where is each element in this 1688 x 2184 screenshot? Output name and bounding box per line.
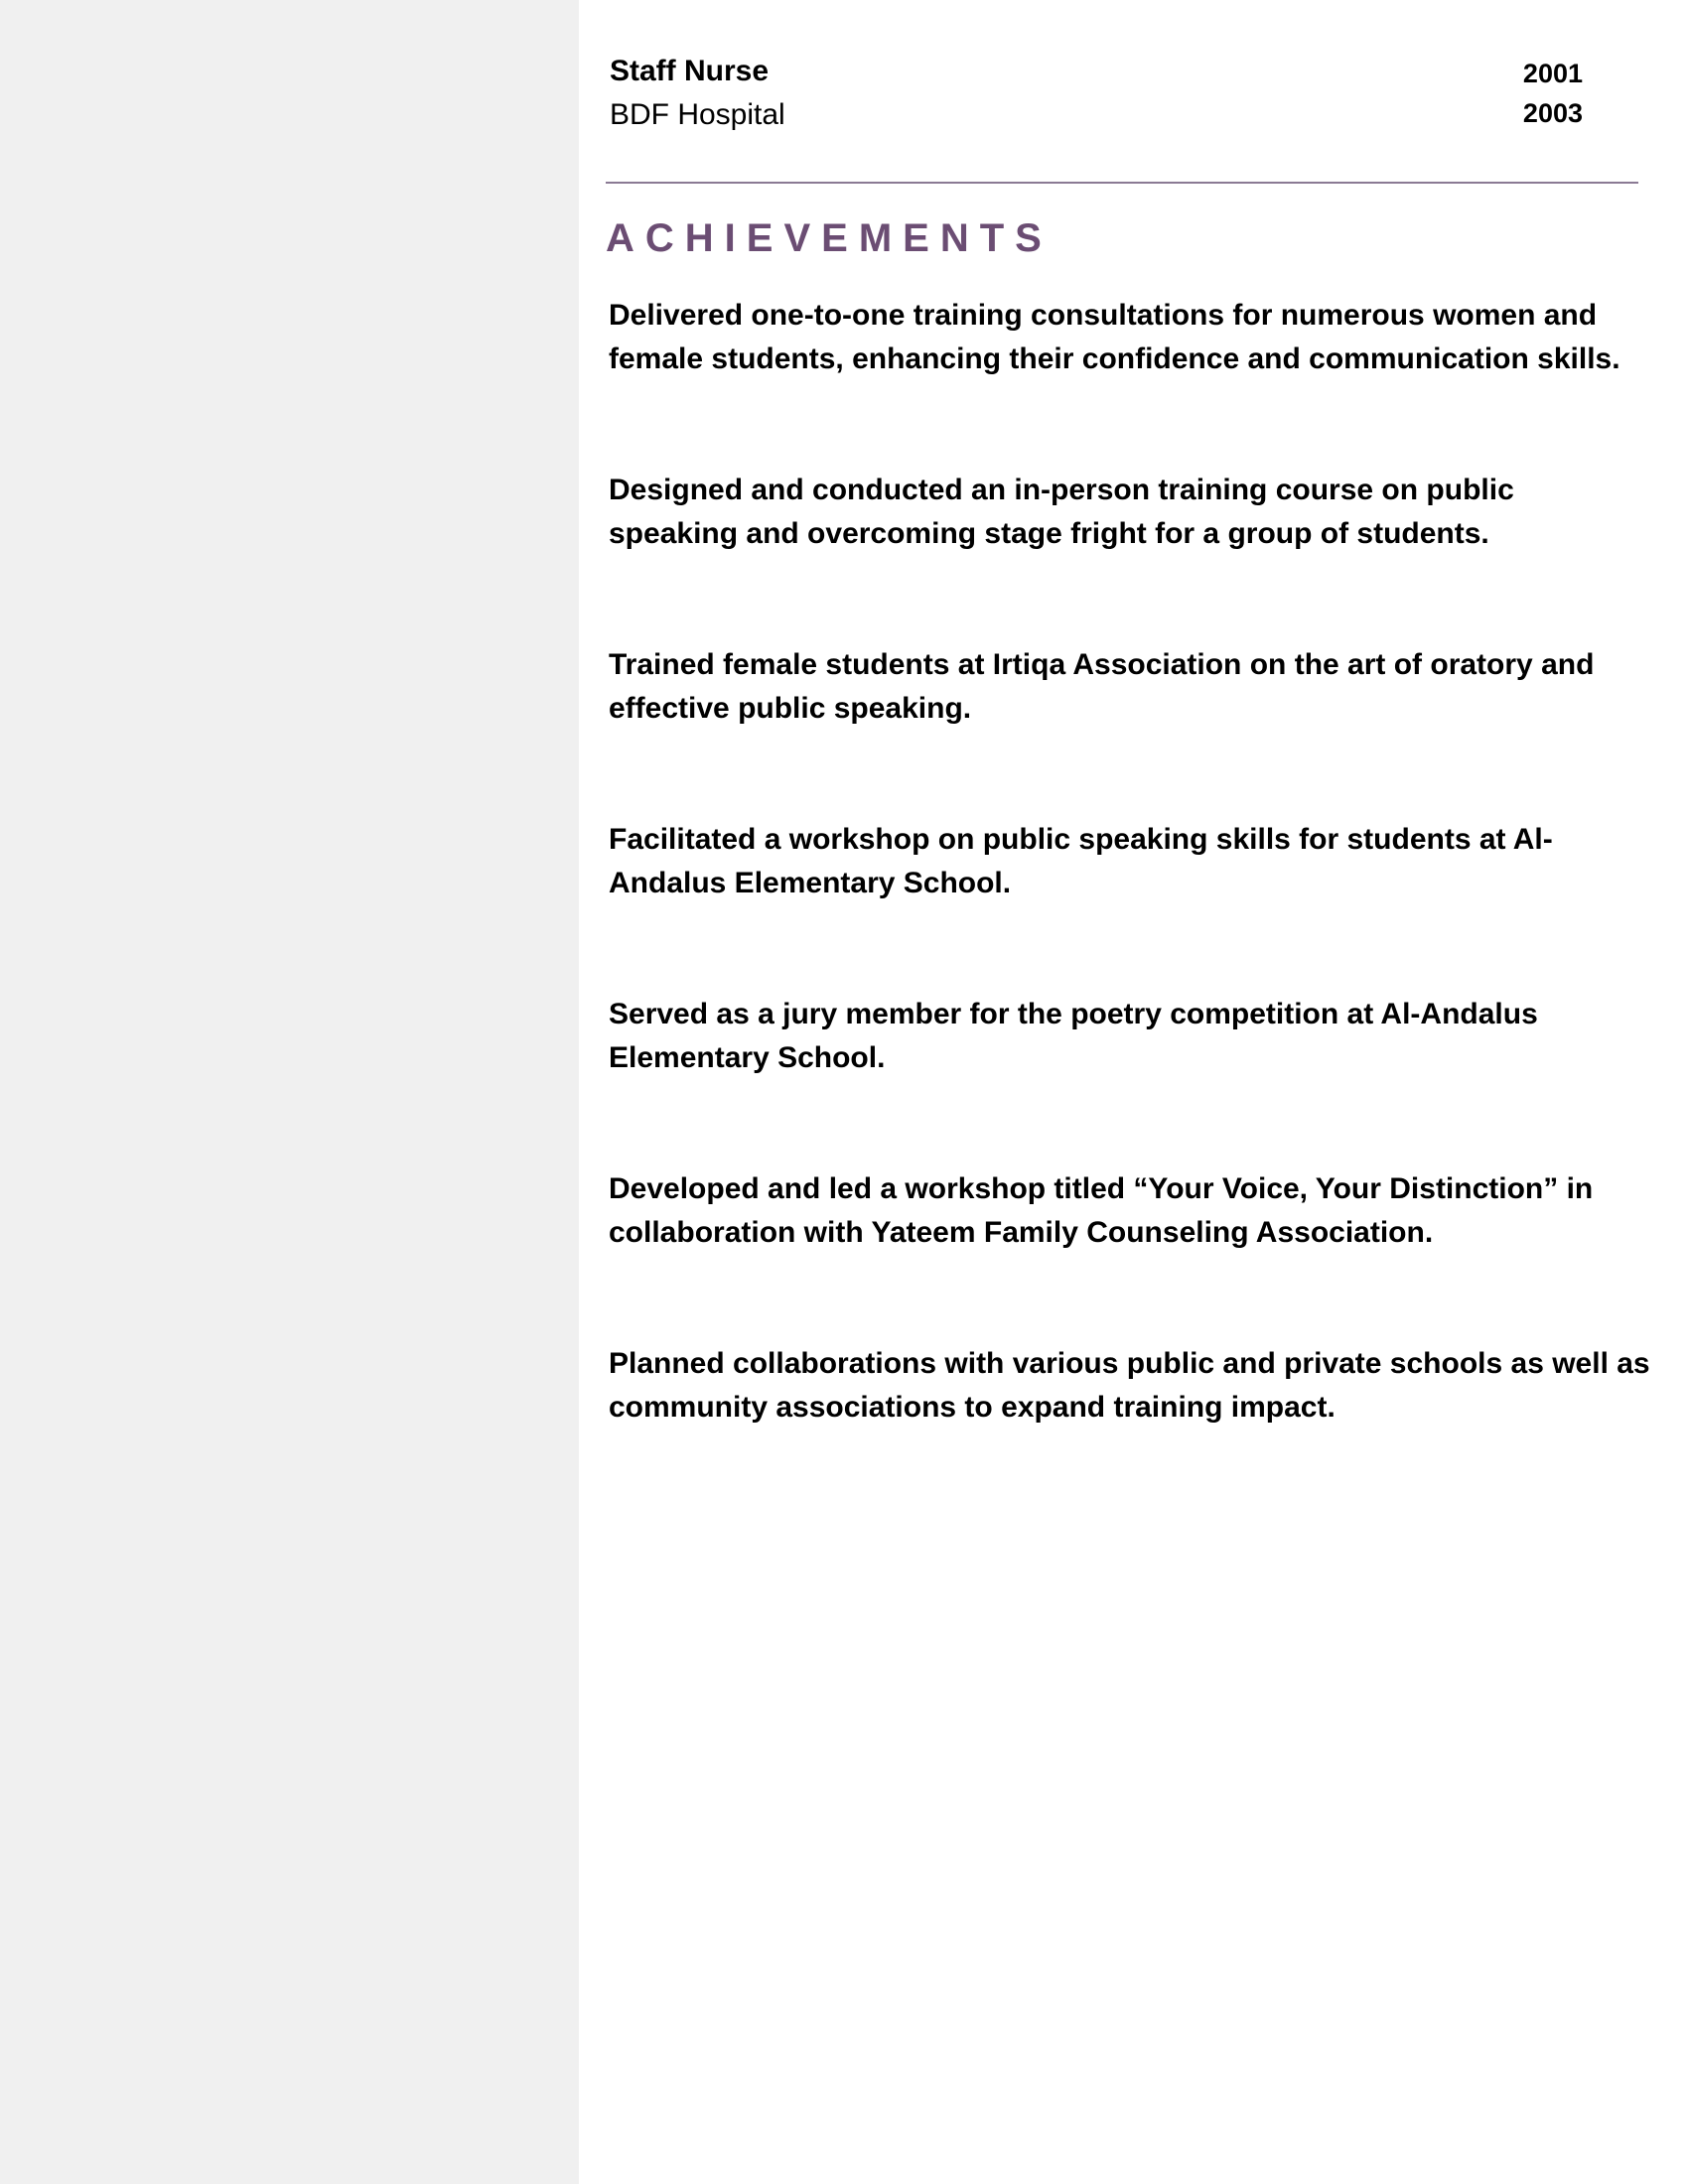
achievement-item: Facilitated a workshop on public speaking skills for students at Al-Andalus Elementary School. <box>609 823 1553 899</box>
achievements-heading: ACHIEVEMENTS <box>606 216 1053 260</box>
achievement-item: Delivered one-to-one training consultations for numerous women and female students, enhancing their confidence and communication skills. <box>609 299 1620 375</box>
job-end-year: 2003 <box>1522 98 1583 128</box>
achievement-item: Served as a jury member for the poetry competition at Al-Andalus Elementary School. <box>609 998 1538 1074</box>
achievement-item: Designed and conducted an in-person training course on public speaking and overcoming stage fright for a group of students. <box>609 474 1514 550</box>
job-start-year: 2001 <box>1522 59 1583 88</box>
section-divider <box>606 182 1638 184</box>
achievement-item: Developed and led a workshop titled “Your Voice, Your Distinction” in collaboration with Yateem Family Counseling Association. <box>609 1172 1594 1249</box>
job-years <box>1523 54 1583 133</box>
experience-entry <box>610 50 1583 139</box>
main-content <box>579 0 1688 2184</box>
achievements-list <box>609 294 1651 1517</box>
achievement-item: Trained female students at Irtiqa Association on the art of oratory and effective public speaking. <box>609 648 1595 725</box>
job-title: Staff Nurse <box>610 55 770 87</box>
sidebar-panel <box>0 0 579 2184</box>
job-organization: BDF Hospital <box>610 98 785 131</box>
achievement-item: Planned collaborations with various public and private schools as well as community associations to expand training impact. <box>609 1347 1650 1424</box>
